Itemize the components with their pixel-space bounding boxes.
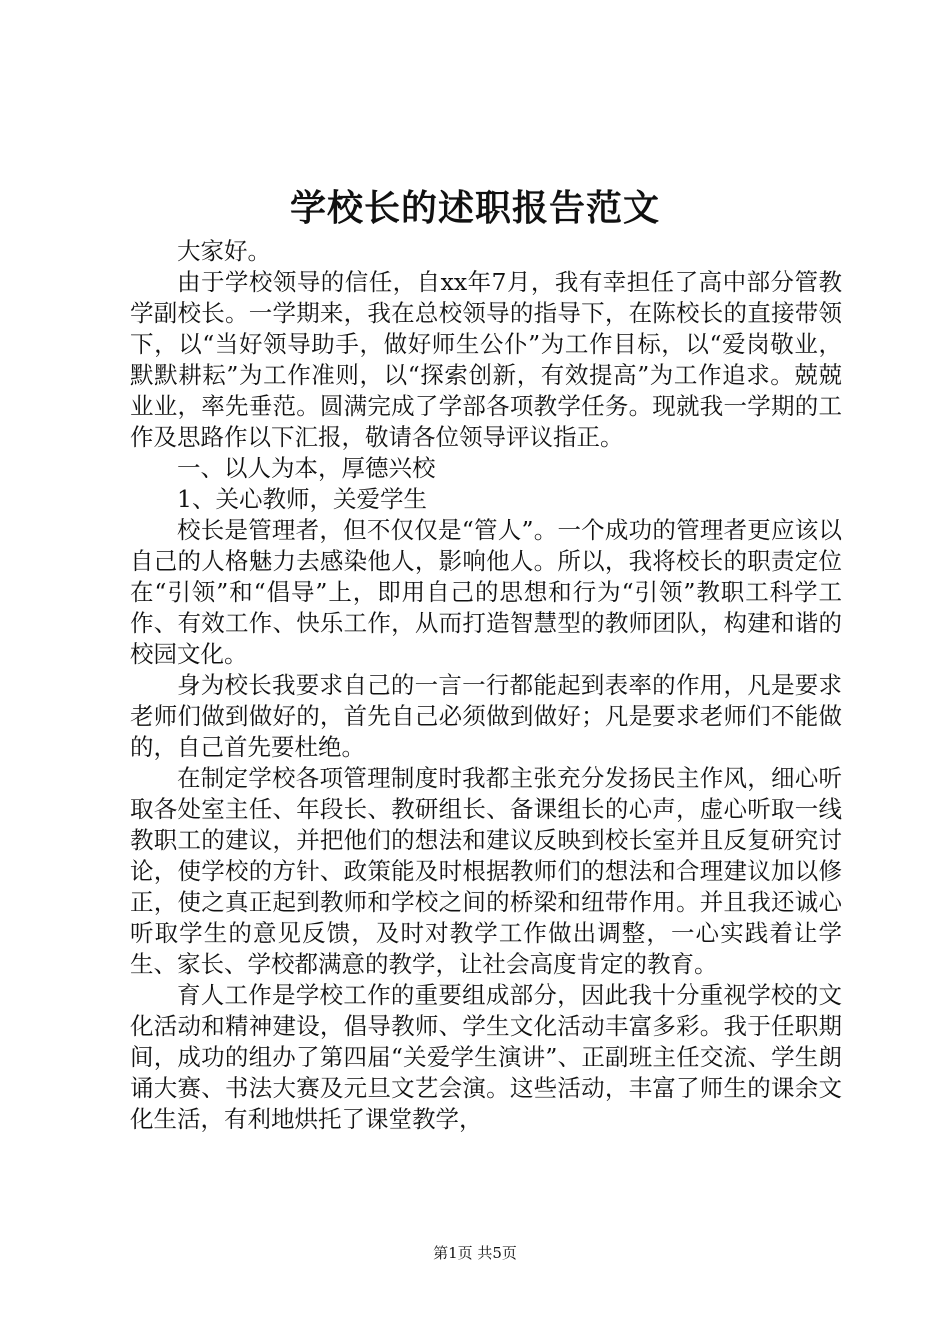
- section-heading: 一、以人为本，厚德兴校: [177, 454, 436, 482]
- page-footer: 第1页 共5页: [433, 1244, 517, 1262]
- document-body: [130, 236, 842, 1135]
- paragraph: 身为校长我要求自己的一言一行都能起到表率的作用，凡是要求老师们做到做好的，首先自己必须做到做好；凡是要求老师们不能做的，自己首先要杜绝。: [130, 671, 842, 761]
- document-title: 学校长的述职报告范文: [289, 187, 660, 229]
- paragraph-intro: 由于学校领导的信任，自xx年7月，我有幸担任了高中部分管教学副校长。一学期来，我在总校领导的指导下，在陈校长的直接带领下，以“当好领导助手，做好师生公仆”为工作目标，以“爱岗敬业，默默耕耘”为工作准则，以“探索创新，有效提高”为工作追求。兢兢业业，率先垂范。圆满完成了学部各项教学任务。现就我一学期的工作及思路作以下汇报，敬请各位领导评议指正。: [130, 268, 842, 451]
- paragraph: 校长是管理者，但不仅仅是“管人”。一个成功的管理者更应该以自己的人格魅力去感染他人，影响他人。所以，我将校长的职责定位在“引领”和“倡导”上，即用自己的思想和行为“引领”教职工科学工作、有效工作、快乐工作，从而打造智慧型的教师团队，构建和谐的校园文化。: [130, 516, 842, 668]
- paragraph: 育人工作是学校工作的重要组成部分，因此我十分重视学校的文化活动和精神建设，倡导教师、学生文化活动丰富多彩。我于任职期间，成功的组办了第四届“关爱学生演讲”、正副班主任交流、学生朗诵大赛、书法大赛及元旦文艺会演。这些活动，丰富了师生的课余文化生活，有利地烘托了课堂教学，: [130, 981, 842, 1133]
- paragraph: 在制定学校各项管理制度时我都主张充分发扬民主作风，细心听取各处室主任、年段长、教研组长、备课组长的心声，虚心听取一线教职工的建议，并把他们的想法和建议反映到校长室并且反复研究讨论，使学校的方针、政策能及时根据教师们的想法和合理建议加以修正，使之真正起到教师和学校之间的桥梁和纽带作用。并且我还诚心听取学生的意见反馈，及时对教学工作做出调整，一心实践着让学生、家长、学校都满意的教学，让社会高度肯定的教育。: [130, 764, 842, 978]
- subsection-heading: 1、关心教师，关爱学生: [177, 485, 427, 513]
- paragraph-greeting: 大家好。: [177, 237, 271, 265]
